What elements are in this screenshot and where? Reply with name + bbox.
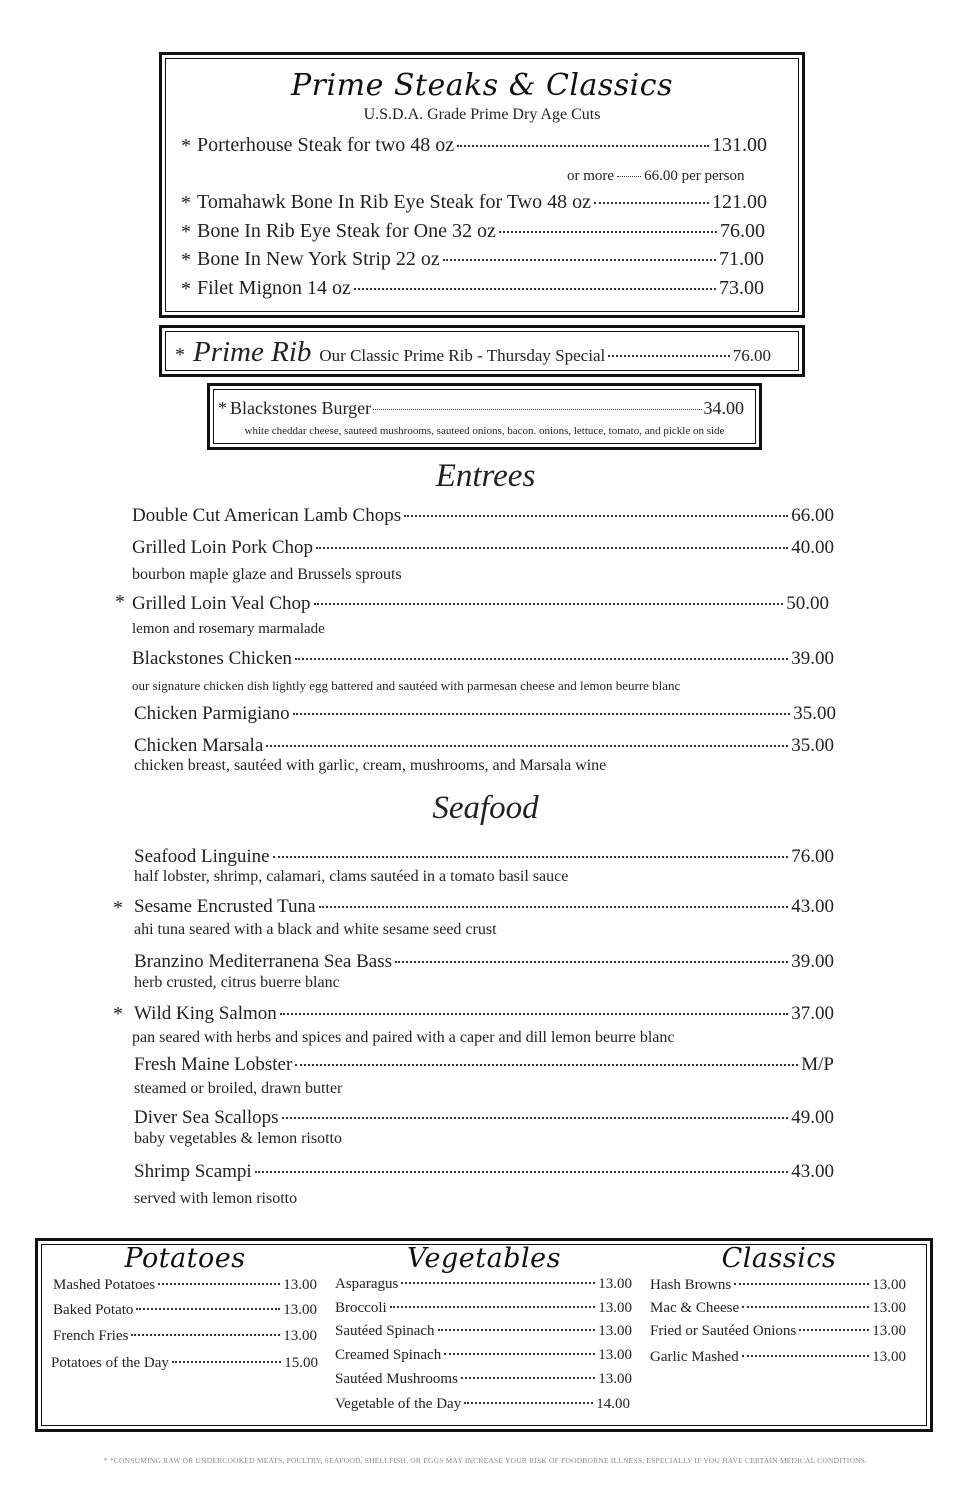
- side-item: [53, 1328, 317, 1345]
- item-name: Sesame Encrusted Tuna: [134, 896, 316, 917]
- item-price: 39.00: [791, 951, 834, 972]
- side-item: [650, 1323, 906, 1340]
- item-name: Double Cut American Lamb Chops: [132, 505, 402, 526]
- item-price: M/P: [801, 1054, 834, 1075]
- item-desc: our signature chicken dish lightly egg battered and sautéed with parmesan cheese and lemon beurre blanc: [132, 678, 681, 693]
- side-item: [51, 1355, 318, 1372]
- side-item: [650, 1300, 906, 1317]
- steaks-title: Prime Steaks & Classics: [291, 68, 673, 103]
- or-more-text: or more: [567, 168, 615, 184]
- item-name: Seafood Linguine: [134, 846, 270, 867]
- prime-rib-row: [175, 336, 771, 369]
- side-item: [53, 1302, 317, 1319]
- item-price: 49.00: [791, 1107, 834, 1128]
- item-price: 131.00: [712, 134, 767, 156]
- item-name: Shrimp Scampi: [134, 1161, 252, 1182]
- item-price: 43.00: [791, 896, 834, 917]
- star-marker: *: [181, 192, 191, 214]
- item-name: Asparagus: [335, 1276, 399, 1292]
- star-marker: *: [175, 344, 185, 366]
- item-price: 71.00: [719, 248, 764, 270]
- item-price: 14.00: [596, 1396, 630, 1412]
- item-name: Tomahawk Bone In Rib Eye Steak for Two 48 oz: [197, 191, 591, 213]
- footer-disclaimer: * *CONSUMING RAW OR UNDERCOOKED MEATS, POULTRY, SEAFOOD, SHELLFISH, OR EGGS MAY INCREASE YOUR RISK OF FOODBORNE ILLNESS, ESPECIALLY IF YOU HAVE CERTAIN MEDICAL CONDITIONS.: [103, 1456, 868, 1465]
- side-item: [335, 1347, 632, 1364]
- star-marker: *: [181, 278, 191, 300]
- side-item: [335, 1300, 632, 1317]
- item-name: Creamed Spinach: [335, 1347, 442, 1363]
- item-desc: baby vegetables & lemon risotto: [134, 1130, 342, 1147]
- item-name: Potatoes of the Day: [51, 1355, 169, 1371]
- prime-rib-price: 76.00: [732, 346, 771, 365]
- item-price: 13.00: [598, 1323, 632, 1339]
- item-price: 35.00: [791, 735, 834, 756]
- side-item: [335, 1396, 630, 1413]
- per-person-note: [567, 168, 767, 185]
- burger-name: Blackstones Burger: [230, 398, 372, 418]
- burger-row: [218, 398, 744, 419]
- item-price: 66.00: [791, 505, 834, 526]
- item-name: Branzino Mediterranena Sea Bass: [134, 951, 392, 972]
- burger-price: 34.00: [703, 398, 744, 418]
- burger-desc: white cheddar cheese, sauteed mushrooms, sauteed onions, bacon. onions, lettuce, tomato, and pickle on side: [244, 425, 725, 437]
- item-desc: served with lemon risotto: [134, 1190, 298, 1207]
- item-price: 50.00: [786, 593, 829, 614]
- item-price: 13.00: [872, 1349, 906, 1365]
- item-price: 15.00: [284, 1355, 318, 1371]
- item-desc: lemon and rosemary marmalade: [132, 621, 325, 637]
- seafood-title: Seafood: [432, 790, 539, 826]
- prime-rib-title: Prime Rib: [193, 336, 312, 368]
- side-item: [335, 1323, 632, 1340]
- item-price: 13.00: [283, 1328, 317, 1344]
- item-price: 73.00: [719, 277, 764, 299]
- per-person-price: 66.00 per person: [644, 168, 745, 184]
- item-price: 37.00: [791, 1003, 834, 1024]
- item-name: Chicken Marsala: [134, 735, 264, 756]
- item-price: 13.00: [598, 1371, 632, 1387]
- item-price: 43.00: [791, 1161, 834, 1182]
- item-name: Broccoli: [335, 1300, 387, 1316]
- item-price: 40.00: [791, 537, 834, 558]
- star-marker: *: [181, 135, 191, 157]
- item-name: Blackstones Chicken: [132, 648, 292, 669]
- item-name: Mac & Cheese: [650, 1300, 740, 1316]
- item-name: Bone In New York Strip 22 oz: [197, 248, 440, 270]
- item-price: 13.00: [872, 1323, 906, 1339]
- item-name: Fried or Sautéed Onions: [650, 1323, 797, 1339]
- star-marker: *: [218, 398, 227, 418]
- item-name: Wild King Salmon: [134, 1003, 277, 1024]
- item-name: Porterhouse Steak for two 48 oz: [197, 134, 455, 156]
- side-item: [650, 1277, 906, 1294]
- item-price: 13.00: [598, 1300, 632, 1316]
- star-marker: *: [181, 249, 191, 271]
- side-item: [335, 1276, 632, 1293]
- item-price: 13.00: [598, 1276, 632, 1292]
- star-marker: *: [113, 1003, 123, 1025]
- item-name: Bone In Rib Eye Steak for One 32 oz: [197, 220, 496, 242]
- item-name: Diver Sea Scallops: [134, 1107, 279, 1128]
- vegetables-title: Vegetables: [407, 1243, 561, 1274]
- item-desc: herb crusted, citrus buerre blanc: [134, 974, 340, 991]
- star-marker: *: [113, 897, 123, 919]
- prime-rib-desc: Our Classic Prime Rib - Thursday Special: [319, 346, 606, 365]
- item-price: 13.00: [283, 1277, 317, 1293]
- item-desc: steamed or broiled, drawn butter: [134, 1080, 343, 1097]
- item-price: 35.00: [793, 703, 836, 724]
- item-name: Filet Mignon 14 oz: [197, 277, 351, 299]
- item-price: 76.00: [720, 220, 765, 242]
- item-price: 13.00: [598, 1347, 632, 1363]
- item-name: Baked Potato: [53, 1302, 134, 1318]
- item-name: Fresh Maine Lobster: [134, 1054, 293, 1075]
- star-marker: *: [181, 221, 191, 243]
- item-price: 76.00: [791, 846, 834, 867]
- item-price: 39.00: [791, 648, 834, 669]
- item-price: 13.00: [872, 1300, 906, 1316]
- item-name: Sautéed Spinach: [335, 1323, 435, 1339]
- item-name: Chicken Parmigiano: [134, 703, 290, 724]
- item-price: 13.00: [872, 1277, 906, 1293]
- item-name: Sautéed Mushrooms: [335, 1371, 458, 1387]
- side-item: [650, 1349, 906, 1366]
- item-name: Grilled Loin Veal Chop: [132, 593, 311, 614]
- potatoes-title: Potatoes: [124, 1243, 246, 1274]
- item-desc: chicken breast, sautéed with garlic, cream, mushrooms, and Marsala wine: [134, 757, 607, 774]
- item-desc: ahi tuna seared with a black and white sesame seed crust: [134, 921, 497, 938]
- item-name: French Fries: [53, 1328, 129, 1344]
- item-name: Mashed Potatoes: [53, 1277, 156, 1293]
- classics-title: Classics: [721, 1243, 837, 1274]
- entrees-title: Entrees: [435, 458, 536, 494]
- item-desc: bourbon maple glaze and Brussels sprouts: [132, 566, 402, 583]
- side-item: [53, 1277, 317, 1294]
- item-desc: half lobster, shrimp, calamari, clams sautéed in a tomato basil sauce: [134, 868, 569, 885]
- steaks-subtitle: U.S.D.A. Grade Prime Dry Age Cuts: [363, 106, 601, 123]
- side-item: [335, 1371, 632, 1388]
- item-name: Garlic Mashed: [650, 1349, 739, 1365]
- item-name: Hash Browns: [650, 1277, 732, 1293]
- item-desc: pan seared with herbs and spices and paired with a caper and dill lemon beurre blanc: [132, 1029, 675, 1046]
- item-name: Grilled Loin Pork Chop: [132, 537, 314, 558]
- item-price: 121.00: [712, 191, 767, 213]
- item-price: 13.00: [283, 1302, 317, 1318]
- item-name: Vegetable of the Day: [335, 1396, 462, 1412]
- star-marker: *: [115, 591, 125, 613]
